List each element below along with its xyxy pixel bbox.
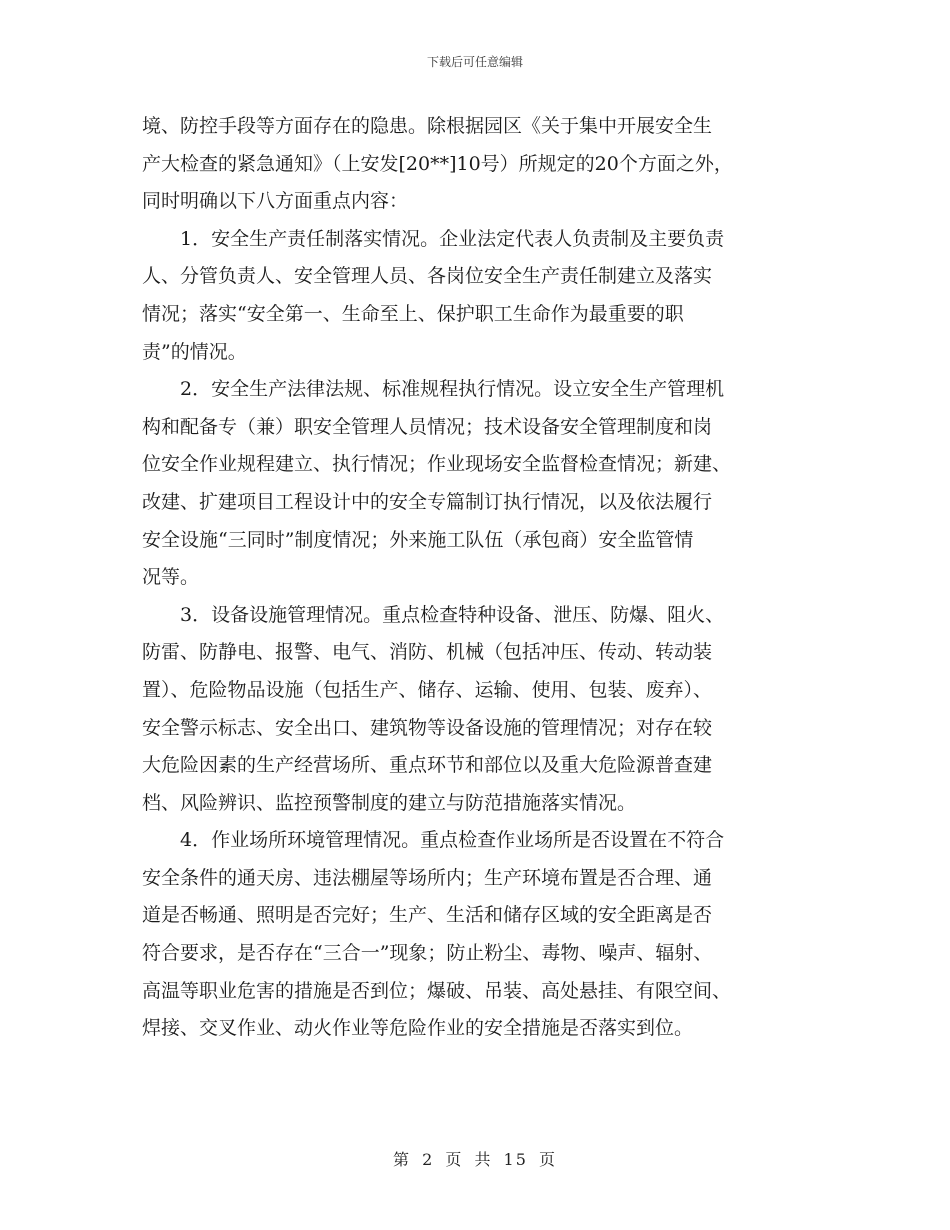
page-header: 下载后可任意编辑 xyxy=(426,55,523,69)
paragraph-line: 境、防控手段等方面存在的隐患。除根据园区《关于集中开展安全生 xyxy=(142,115,713,137)
paragraph-line: 安全警示标志、安全出口、建筑物等设备设施的管理情况；对存在较 xyxy=(142,716,713,739)
paragraph-line: 3．设备设施管理情况。重点检查特种设备、泄压、防爆、阻火、 xyxy=(180,603,725,626)
paragraph-line: 人、分管负责人、安全管理人员、各岗位安全生产责任制建立及落实 xyxy=(142,265,713,288)
paragraph-line: 档、风险辨识、监控预警制度的建立与防范措施落实情况。 xyxy=(142,791,637,814)
paragraph-line: 高温等职业危害的措施是否到位；爆破、吊装、高处悬挂、有限空间、 xyxy=(142,979,732,1002)
paragraph-line: 责”的情况。 xyxy=(142,340,247,363)
paragraph-line: 改建、扩建项目工程设计中的安全专篇制订执行情况，以及依法履行 xyxy=(142,490,713,513)
paragraph-line: 构和配备专（兼）职安全管理人员情况；技术设备安全管理制度和岗 xyxy=(142,415,713,438)
paragraph-line: 1．安全生产责任制落实情况。企业法定代表人负责制及主要负责 xyxy=(180,227,725,250)
paragraph-line: 安全条件的通天房、违法棚屋等场所内；生产环境布置是否合理、通 xyxy=(142,866,713,889)
paragraph-line: 况等。 xyxy=(142,566,200,589)
paragraph-line: 安全设施“三同时”制度情况；外来施工队伍（承包商）安全监管情 xyxy=(142,528,694,551)
paragraph-line: 防雷、防静电、报警、电气、消防、机械（包括冲压、传动、转动装 xyxy=(142,641,713,664)
paragraph-line: 位安全作业规程建立、执行情况；作业现场安全监督检查情况；新建、 xyxy=(142,453,732,476)
paragraph-line: 情况；落实“安全第一、生命至上、保护职工生命作为最重要的职 xyxy=(142,302,684,325)
paragraph-line: 同时明确以下八方面重点内容： xyxy=(142,190,409,213)
paragraph-line: 2．安全生产法律法规、标准规程执行情况。设立安全生产管理机 xyxy=(180,378,725,401)
document-body xyxy=(142,108,812,1048)
paragraph-line: 4．作业场所环境管理情况。重点检查作业场所是否设置在不符合 xyxy=(180,829,725,852)
paragraph-line: 大危险因素的生产经营场所、重点环节和部位以及重大危险源普查建 xyxy=(142,754,713,777)
paragraph-line: 道是否畅通、照明是否完好；生产、生活和储存区域的安全距离是否 xyxy=(142,904,713,927)
page-footer: 第 2 页 共 15 页 xyxy=(393,1150,557,1169)
paragraph-line: 置）、危险物品设施（包括生产、储存、运输、使用、包装、废弃）、 xyxy=(142,678,713,701)
paragraph-line: 符合要求，是否存在“三合一”现象；防止粉尘、毒物、噪声、辐射、 xyxy=(142,942,713,965)
paragraph-line: 产大检查的紧急通知》（上安发[20**]10号）所规定的20个方面之外， xyxy=(142,152,733,175)
paragraph-line: 焊接、交叉作业、动火作业等危险作业的安全措施是否落实到位。 xyxy=(142,1017,694,1040)
